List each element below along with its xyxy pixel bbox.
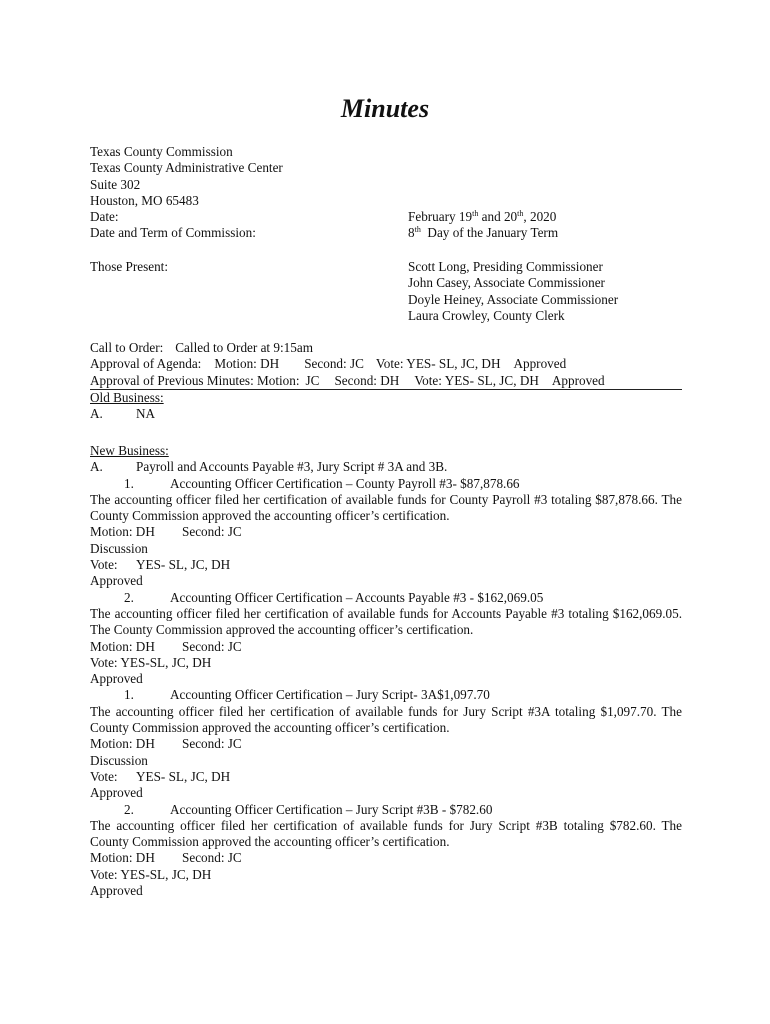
term-suffix: th [414,225,421,235]
date-suffix-1: th [472,209,479,219]
date-row [90,209,682,225]
item-vote: YES- SL, JC, DH [136,768,231,784]
prev-minutes-label: Approval of Previous Minutes: Motion: [90,372,300,388]
item-vote-label: Vote: [90,768,118,784]
call-to-order-text: Called to Order at 9:15am [175,340,313,355]
present-label: Those Present: [90,259,169,274]
present-row-0 [90,259,682,275]
date-value [408,209,556,225]
agenda-label: Approval of Agenda: [90,356,202,372]
date-month-day: February 19 [408,209,473,225]
old-business-row [90,390,682,406]
old-business-letter: A. [90,406,103,422]
item-body: The accounting officer filed her certification of available funds for Jury Script #3B totaling $782.60. The County Commission approved the accounting officer’s certification. [90,817,682,850]
agenda-second: Second: JC [304,356,364,372]
date-year: , 2020 [523,209,557,225]
item-motion: Motion: DH [90,736,155,752]
prev-minutes-result: Approved [551,372,605,388]
item-number: 2. [124,589,134,605]
present-row-1 [90,275,682,291]
item-heading [90,590,682,606]
item-body: The accounting officer filed her certification of available funds for County Payroll #3 totaling $87,878.66. The County Commission approved the accounting officer’s certification. [90,491,682,524]
item-motion-row [90,850,682,866]
item-motion-row [90,524,682,540]
item-vote: Vote: YES-SL, JC, DH [90,654,212,670]
agenda-approval-row [90,356,682,372]
item-title: Accounting Officer Certification – Jury Script #3B - $782.60 [170,801,493,817]
old-business-text: NA [136,406,156,422]
item-discussion: Discussion [90,752,148,768]
item-motion-row [90,639,682,655]
item-result: Approved [90,785,143,801]
item-result: Approved [90,883,143,899]
item-number: 1. [124,687,134,703]
item-second: Second: JC [182,524,242,540]
new-business-text: Payroll and Accounts Payable #3, Jury Script # 3A and 3B. [136,459,448,475]
item-result: Approved [90,671,143,687]
term-text: Day of the January Term [420,225,559,241]
item-second: Second: JC [182,736,242,752]
present-name: John Casey, Associate Commissioner [408,275,605,291]
item-motion: Motion: DH [90,638,155,654]
item-discussion: Discussion [90,540,148,556]
item-second: Second: JC [182,638,242,654]
item-number: 1. [124,475,134,491]
call-to-order-label: Call to Order: [90,340,164,355]
call-to-order-row [90,340,682,356]
new-business-item [90,459,682,475]
item-motion-row [90,736,682,752]
new-business-heading: New Business: [90,443,169,458]
item-heading [90,802,682,818]
item-number: 2. [124,801,134,817]
item-title: Accounting Officer Certification – County Payroll #3- $87,878.66 [170,475,520,491]
item-motion: Motion: DH [90,850,155,866]
present-row-3 [90,308,682,324]
agenda-motion: Motion: DH [214,356,280,372]
item-body: The accounting officer filed her certification of available funds for Jury Script #3A totaling $1,097.70. The County Commission approved the accounting officer’s certification. [90,703,682,736]
agenda-result: Approved [513,356,567,372]
header-block [90,144,682,242]
org-suite: Suite 302 [90,176,141,192]
previous-minutes-row [90,373,682,390]
prev-minutes-second: Second: DH [334,372,400,388]
term-value [408,225,558,241]
present-row-2 [90,292,682,308]
item-vote: YES- SL, JC, DH [136,557,231,573]
term-label: Date and Term of Commission: [90,225,256,241]
item-vote-row [90,557,682,573]
item-vote-label: Vote: [90,557,118,573]
opening-block [90,340,682,422]
item-heading [90,476,682,492]
item-motion: Motion: DH [90,524,155,540]
item-title: Accounting Officer Certification – Accounts Payable #3 - $162,069.05 [170,589,544,605]
date-suffix-2: th [517,209,524,219]
present-name: Laura Crowley, County Clerk [408,307,565,323]
org-building: Texas County Administrative Center [90,160,283,176]
agenda-vote: Vote: YES- SL, JC, DH [375,356,501,372]
term-row [90,225,682,241]
present-name: Scott Long, Presiding Commissioner [408,259,603,274]
item-body: The accounting officer filed her certification of available funds for Accounts Payable #3 totaling $162,069.05. The County Commission approved the accounting officer’s certification. [90,605,682,638]
old-business-item [90,406,682,422]
item-result: Approved [90,573,143,589]
new-business-letter: A. [90,459,103,475]
attendance-block [90,259,682,324]
item-title: Accounting Officer Certification – Jury Script- 3A$1,097.70 [170,687,490,703]
prev-minutes-motion: JC [305,372,320,388]
new-business-row [90,443,682,459]
date-second-day: and 20 [478,209,518,225]
date-label: Date: [90,209,119,225]
old-business-heading: Old Business: [90,389,164,405]
new-business-block [90,443,682,899]
term-day: 8 [408,225,415,241]
item-second: Second: JC [182,850,242,866]
org-city: Houston, MO 65483 [90,192,199,208]
present-name: Doyle Heiney, Associate Commissioner [408,291,619,307]
item-heading [90,687,682,703]
item-vote: Vote: YES-SL, JC, DH [90,866,212,882]
item-vote-row [90,769,682,785]
prev-minutes-vote: Vote: YES- SL, JC, DH [414,372,539,388]
org-name: Texas County Commission [90,144,233,159]
page-title: Minutes [340,94,430,123]
